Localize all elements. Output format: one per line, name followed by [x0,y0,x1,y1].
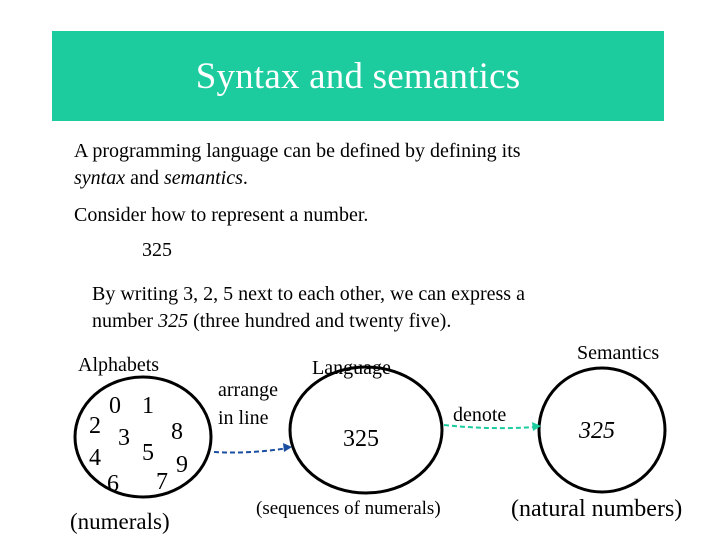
alphabets-label: Alphabets [78,354,160,376]
natural-numbers-caption: (natural numbers) [511,496,683,522]
digit-6: 6 [107,471,119,497]
intro-line1: A programming language can be defined by defining its [74,140,521,162]
explanation-number: 325 [158,310,189,332]
example-number: 325 [142,239,172,261]
explanation-line1: By writing 3, 2, 5 next to each other, we can express a [92,283,525,305]
language-value: 325 [343,426,379,452]
semantics-label: Semantics [577,342,660,364]
explanation-suffix: (three hundred and twenty five). [188,310,452,332]
digit-2: 2 [89,413,101,439]
and-word: and [125,167,164,189]
language-label: Language [312,357,391,379]
digit-8: 8 [171,419,183,445]
consider-text: Consider how to represent a number. [74,204,369,226]
arrange-label-line2: in line [218,407,269,429]
semantics-word: semantics [163,167,243,189]
digit-7: 7 [156,469,168,495]
slide-title: Syntax and semantics [52,31,664,121]
syntax-word: syntax [74,167,126,189]
digit-9: 9 [176,452,188,478]
digit-3: 3 [118,425,130,451]
denote-label: denote [453,404,507,426]
numerals-caption: (numerals) [70,509,170,534]
digit-0: 0 [109,393,121,419]
digit-4: 4 [89,445,101,471]
digit-5: 5 [142,440,154,466]
arrange-arrow [214,448,288,453]
intro-period: . [242,167,248,189]
arrange-label-line1: arrange [218,379,278,401]
explanation-prefix: number [92,310,159,332]
semantics-value: 325 [579,418,615,444]
sequences-caption: (sequences of numerals) [256,498,441,519]
digit-1: 1 [142,393,154,419]
